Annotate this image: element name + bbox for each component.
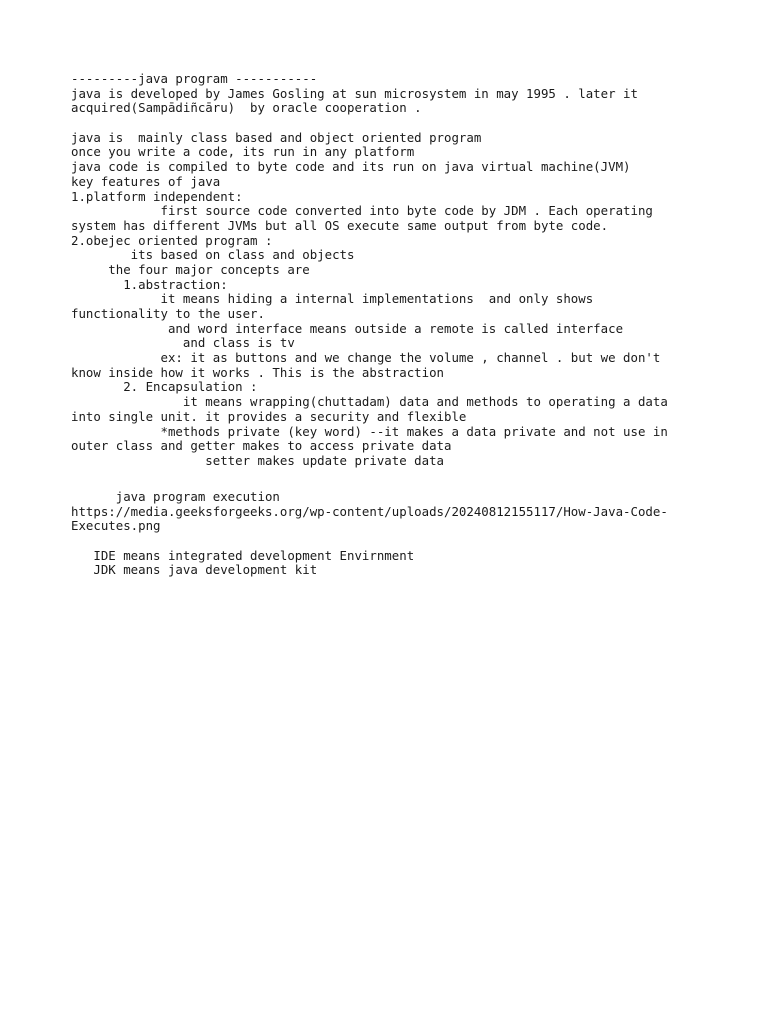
text-line: into single unit. it provides a security and flexible (71, 408, 467, 424)
text-line: and word interface means outside a remote is called interface (71, 320, 624, 336)
section-execution (71, 490, 691, 534)
blank-line (71, 469, 691, 490)
text-line: it means wrapping(chuttadam) data and methods to operating a data (71, 394, 668, 410)
text-line: know inside how it works . This is the abstraction (71, 364, 444, 380)
text-line: functionality to the user. (71, 306, 265, 321)
section-intro (71, 72, 691, 116)
text-line: *methods private (key word) --it makes a data private and not use in (71, 423, 668, 439)
text-line: and class is tv (71, 335, 295, 351)
text-line: once you write a code, its run in any platform (71, 144, 415, 160)
text-line: its based on class and objects (71, 247, 355, 263)
text-line: setter makes update private data (71, 452, 444, 468)
url-line: https://media.geeksforgeeks.org/wp-content/uploads/20240812155117/How-Java-Code- (71, 503, 668, 519)
text-line: java code is compiled to byte code and its run on java virtual machine(JVM) (71, 159, 631, 175)
text-line: 1.abstraction: (71, 276, 228, 292)
section-definitions (71, 549, 691, 578)
text-line: system has different JVMs but all OS execute same output from byte code. (71, 217, 609, 233)
text-line: 2. Encapsulation : (71, 379, 258, 395)
text-line: java is developed by James Gosling at sun microsystem in may 1995 . later it (71, 85, 638, 101)
text-line: the four major concepts are (71, 261, 310, 277)
text-line: java program execution (71, 488, 280, 504)
url-line: Executes.png (71, 518, 161, 534)
text-line: java is mainly class based and object oriented program (71, 129, 482, 145)
text-line: acquired(Sampādiñcāru) by oracle cooperation . (71, 100, 422, 116)
text-line: ex: it as buttons and we change the volume , channel . but we don't (71, 350, 661, 366)
text-line: 1.platform independent: (71, 188, 243, 204)
blank-line (71, 116, 691, 131)
text-line: outer class and getter makes to access private data (71, 438, 452, 454)
document-page (71, 72, 691, 578)
text-line: first source code converted into byte code by JDM . Each operating (71, 203, 653, 219)
text-line: key features of java (71, 173, 221, 189)
blank-line (71, 534, 691, 549)
text-line: it means hiding a internal implementations and only shows (71, 291, 594, 307)
text-line: 2.obejec oriented program : (71, 232, 273, 248)
text-line: IDE means integrated development Envirnment (71, 547, 415, 563)
text-line: ---------java program ----------- (71, 71, 318, 86)
section-features (71, 131, 691, 469)
text-line: JDK means java development kit (71, 562, 318, 578)
